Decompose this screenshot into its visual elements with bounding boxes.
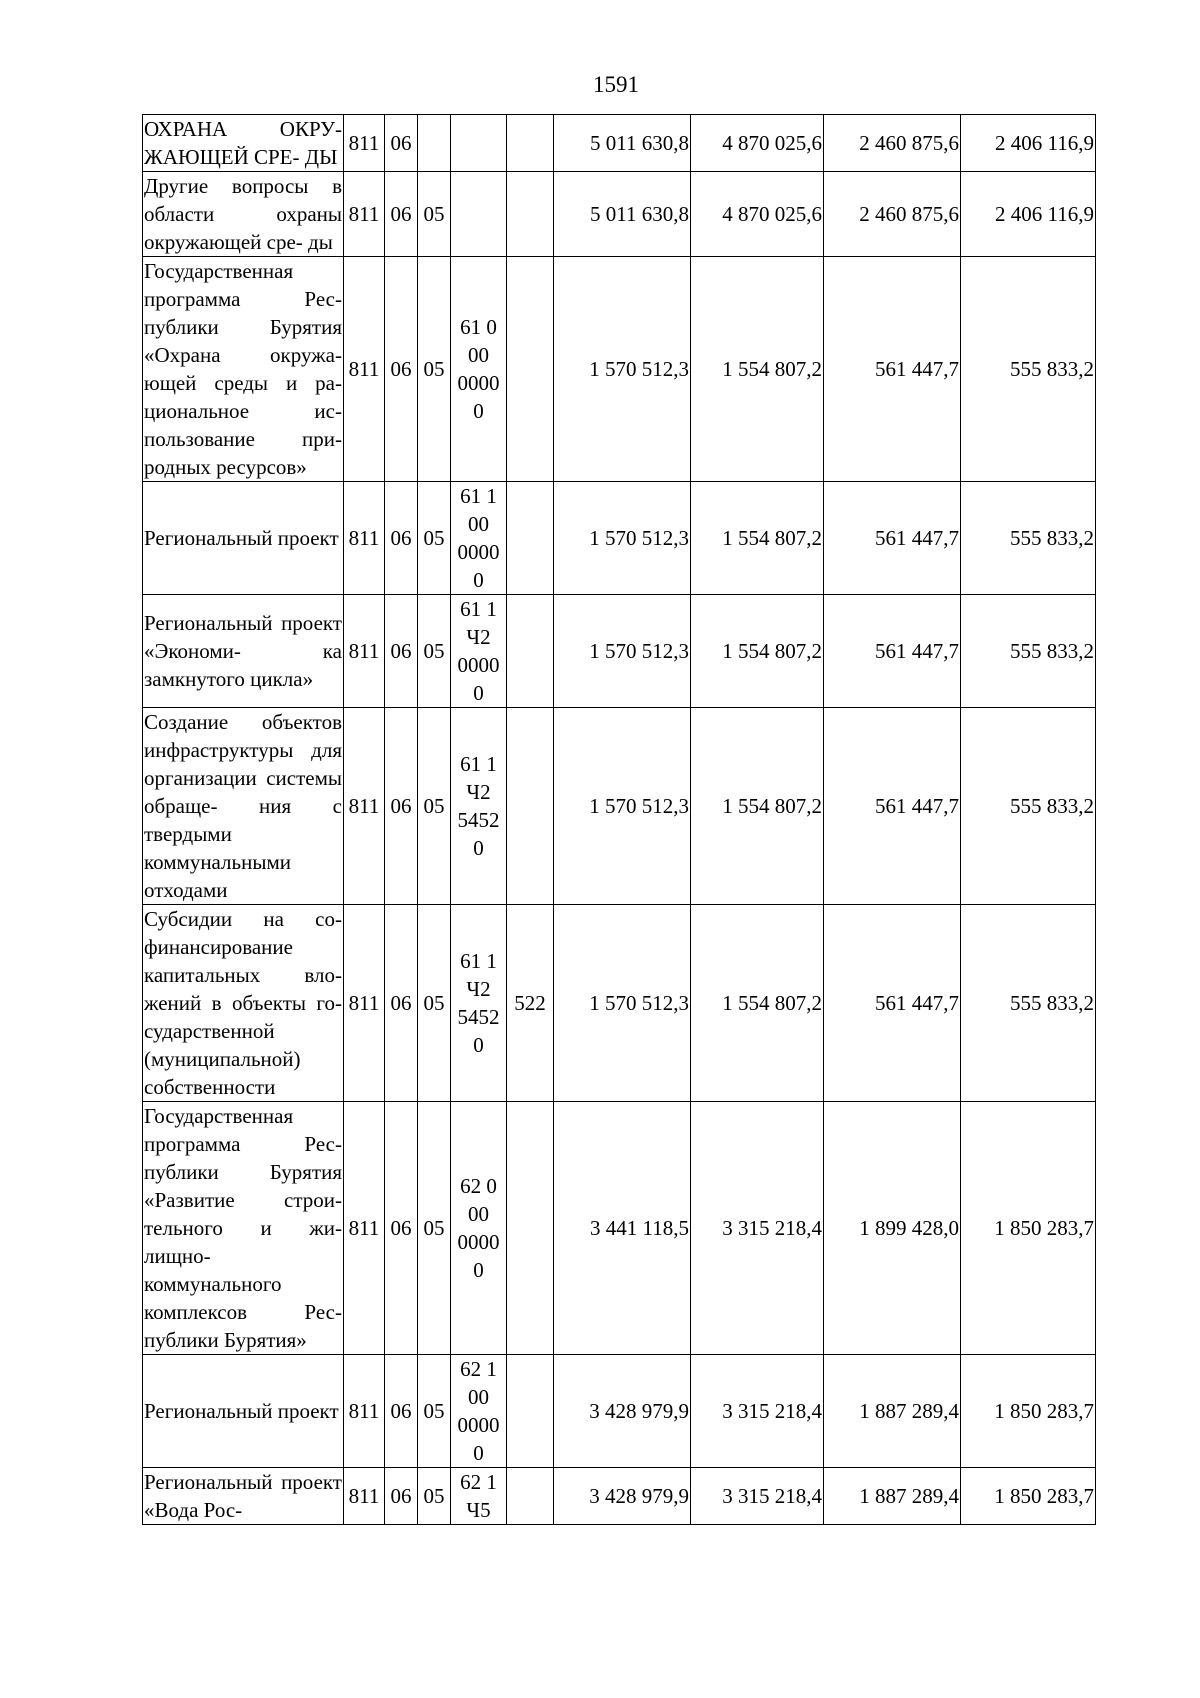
amount-cell-3: 1 899 428,0: [824, 1102, 961, 1355]
amount-cell-1: 5 011 630,8: [554, 115, 691, 172]
target-article-cell: [451, 1355, 507, 1468]
row-name-cell: Государственная программа Рес- публики Бурятия «Развитие строи- тельного и жи- лищно- коммунального комплексов Рес- публики Бурятия»: [143, 1102, 344, 1355]
target-article-line: 61 0: [460, 315, 497, 339]
page-number: 1591: [593, 72, 639, 97]
ministry-code-cell: 811: [344, 595, 385, 708]
target-article-line: 0: [473, 399, 484, 423]
target-article-line: Ч2: [466, 977, 491, 1001]
target-article-cell: [451, 482, 507, 595]
amount-cell-1: 3 428 979,9: [554, 1355, 691, 1468]
amount-cell-4: 555 833,2: [961, 905, 1096, 1102]
expense-type-cell: [507, 595, 554, 708]
ministry-code-cell: 811: [344, 115, 385, 172]
amount-cell-1: 3 428 979,9: [554, 1468, 691, 1525]
ministry-code-cell: 811: [344, 1102, 385, 1355]
target-article-cell: [451, 172, 507, 257]
row-name-cell: Региональный проект «Вода Рос-: [143, 1468, 344, 1525]
target-article-line: 0000: [457, 540, 500, 564]
section-code-cell: 06: [385, 595, 418, 708]
amount-cell-3: 561 447,7: [824, 257, 961, 482]
amount-cell-3: 1 887 289,4: [824, 1355, 961, 1468]
table-row: [143, 257, 1096, 482]
subsection-code-cell: 05: [418, 595, 451, 708]
subsection-code-cell: 05: [418, 1102, 451, 1355]
amount-cell-3: 561 447,7: [824, 905, 961, 1102]
target-article-cell: [451, 1102, 507, 1355]
amount-cell-4: 2 406 116,9: [961, 115, 1096, 172]
section-code-cell: 06: [385, 708, 418, 905]
section-code-cell: 06: [385, 1355, 418, 1468]
target-article-line: 62 1: [460, 1357, 497, 1381]
amount-cell-1: 1 570 512,3: [554, 905, 691, 1102]
amount-cell-4: 1 850 283,7: [961, 1355, 1096, 1468]
amount-cell-2: 4 870 025,6: [691, 115, 824, 172]
table-row: [143, 1355, 1096, 1468]
target-article-line: 61 1: [460, 949, 497, 973]
table-row: [143, 905, 1096, 1102]
expense-type-cell: 522: [507, 905, 554, 1102]
target-article-line: 0000: [457, 371, 500, 395]
target-article-line: 5452: [457, 808, 500, 832]
expense-type-cell: [507, 1468, 554, 1525]
expense-type-cell: [507, 172, 554, 257]
amount-cell-2: 3 315 218,4: [691, 1355, 824, 1468]
target-article-line: 0: [473, 568, 484, 592]
ministry-code-cell: 811: [344, 482, 385, 595]
table-row: [143, 115, 1096, 172]
amount-cell-4: 555 833,2: [961, 708, 1096, 905]
target-article-line: 0: [473, 1441, 484, 1465]
target-article-cell: [451, 115, 507, 172]
expense-type-cell: [507, 1102, 554, 1355]
amount-cell-3: 561 447,7: [824, 595, 961, 708]
target-article-line: 62 1: [460, 1470, 497, 1494]
amount-cell-1: 5 011 630,8: [554, 172, 691, 257]
section-code-cell: 06: [385, 257, 418, 482]
table-row: [143, 708, 1096, 905]
target-article-line: 00: [468, 343, 489, 367]
subsection-code-cell: 05: [418, 172, 451, 257]
target-article-cell: [451, 595, 507, 708]
subsection-code-cell: 05: [418, 257, 451, 482]
target-article-line: 0: [473, 1033, 484, 1057]
amount-cell-1: 1 570 512,3: [554, 595, 691, 708]
amount-cell-1: 3 441 118,5: [554, 1102, 691, 1355]
table-row: [143, 482, 1096, 595]
amount-cell-2: 1 554 807,2: [691, 595, 824, 708]
target-article-line: 61 1: [460, 484, 497, 508]
target-article-line: 61 1: [460, 752, 497, 776]
target-article-line: Ч5: [466, 1498, 491, 1522]
ministry-code-cell: 811: [344, 172, 385, 257]
amount-cell-4: 555 833,2: [961, 257, 1096, 482]
amount-cell-4: 1 850 283,7: [961, 1468, 1096, 1525]
budget-table: [142, 114, 1096, 1525]
section-code-cell: 06: [385, 482, 418, 595]
ministry-code-cell: 811: [344, 905, 385, 1102]
amount-cell-1: 1 570 512,3: [554, 708, 691, 905]
target-article-cell: [451, 708, 507, 905]
target-article-line: Ч2: [466, 625, 491, 649]
ministry-code-cell: 811: [344, 257, 385, 482]
subsection-code-cell: [418, 115, 451, 172]
row-name-cell: Создание объектов инфраструктуры для организации системы обраще- ния с твердыми коммунальными отходами: [143, 708, 344, 905]
amount-cell-2: 3 315 218,4: [691, 1102, 824, 1355]
target-article-cell: [451, 1468, 507, 1525]
amount-cell-3: 2 460 875,6: [824, 115, 961, 172]
target-article-line: 62 0: [460, 1174, 497, 1198]
target-article-line: 00: [468, 1385, 489, 1409]
target-article-line: 5452: [457, 1005, 500, 1029]
amount-cell-2: 4 870 025,6: [691, 172, 824, 257]
row-name-cell: Региональный проект «Экономи- ка замкнутого цикла»: [143, 595, 344, 708]
subsection-code-cell: 05: [418, 708, 451, 905]
ministry-code-cell: 811: [344, 1468, 385, 1525]
target-article-line: 0: [473, 681, 484, 705]
section-code-cell: 06: [385, 1102, 418, 1355]
amount-cell-4: 2 406 116,9: [961, 172, 1096, 257]
amount-cell-4: 1 850 283,7: [961, 1102, 1096, 1355]
subsection-code-cell: 05: [418, 1468, 451, 1525]
table-row: [143, 1102, 1096, 1355]
amount-cell-4: 555 833,2: [961, 482, 1096, 595]
target-article-line: 00: [468, 1202, 489, 1226]
ministry-code-cell: 811: [344, 708, 385, 905]
row-name-cell: Региональный проект: [143, 1355, 344, 1468]
row-name-cell: Государственная программа Рес- публики Бурятия «Охрана окружа- ющей среды и ра- циональное ис- пользование при- родных ресурсов»: [143, 257, 344, 482]
amount-cell-2: 1 554 807,2: [691, 257, 824, 482]
table-row: [143, 172, 1096, 257]
target-article-line: 0000: [457, 653, 500, 677]
subsection-code-cell: 05: [418, 482, 451, 595]
subsection-code-cell: 05: [418, 905, 451, 1102]
subsection-code-cell: 05: [418, 1355, 451, 1468]
target-article-line: Ч2: [466, 780, 491, 804]
section-code-cell: 06: [385, 905, 418, 1102]
amount-cell-1: 1 570 512,3: [554, 257, 691, 482]
table-row: [143, 595, 1096, 708]
amount-cell-4: 555 833,2: [961, 595, 1096, 708]
target-article-line: 0: [473, 1258, 484, 1282]
target-article-cell: [451, 905, 507, 1102]
section-code-cell: 06: [385, 115, 418, 172]
amount-cell-2: 1 554 807,2: [691, 482, 824, 595]
amount-cell-2: 1 554 807,2: [691, 905, 824, 1102]
expense-type-cell: [507, 115, 554, 172]
row-name-cell: Региональный проект: [143, 482, 344, 595]
amount-cell-3: 1 887 289,4: [824, 1468, 961, 1525]
target-article-line: 00: [468, 512, 489, 536]
ministry-code-cell: 811: [344, 1355, 385, 1468]
section-code-cell: 06: [385, 1468, 418, 1525]
target-article-line: 0000: [457, 1413, 500, 1437]
target-article-line: 0000: [457, 1230, 500, 1254]
expense-type-cell: [507, 1355, 554, 1468]
amount-cell-1: 1 570 512,3: [554, 482, 691, 595]
amount-cell-2: 1 554 807,2: [691, 708, 824, 905]
amount-cell-3: 561 447,7: [824, 482, 961, 595]
section-code-cell: 06: [385, 172, 418, 257]
row-name-cell: Субсидии на со- финансирование капитальных вло- жений в объекты го-сударственной (муниципальной) собственности: [143, 905, 344, 1102]
table-body: [143, 115, 1096, 1525]
expense-type-cell: [507, 482, 554, 595]
expense-type-cell: [507, 257, 554, 482]
row-name-cell: ОХРАНА ОКРУ- ЖАЮЩЕЙ СРЕ- ДЫ: [143, 115, 344, 172]
table-row: [143, 1468, 1096, 1525]
target-article-line: 0: [473, 836, 484, 860]
amount-cell-2: 3 315 218,4: [691, 1468, 824, 1525]
target-article-line: 61 1: [460, 597, 497, 621]
amount-cell-3: 561 447,7: [824, 708, 961, 905]
target-article-cell: [451, 257, 507, 482]
row-name-cell: Другие вопросы в области охраны окружающей сре- ды: [143, 172, 344, 257]
expense-type-cell: [507, 708, 554, 905]
amount-cell-3: 2 460 875,6: [824, 172, 961, 257]
